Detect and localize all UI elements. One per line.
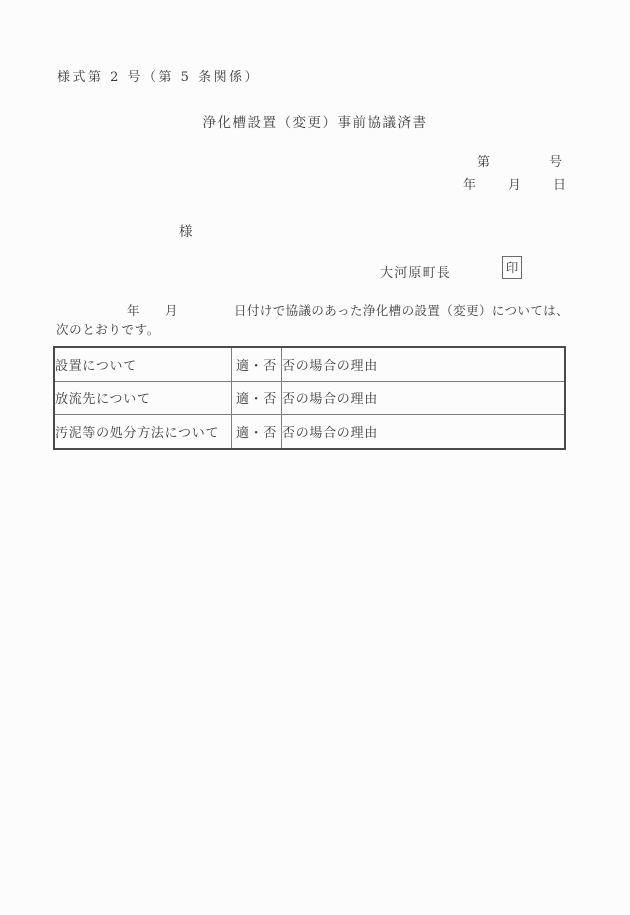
table-row xyxy=(54,381,565,414)
form-number-line: 様式第 2 号（第 5 条関係） xyxy=(57,70,261,85)
judgement-cell: 適・否 xyxy=(232,381,282,414)
reason-cell: 否の場合の理由 xyxy=(282,415,566,449)
body-line-1-text: 日付けで協議のあった浄化槽の設置（変更）については、 xyxy=(234,303,570,318)
judgement-cell: 適・否 xyxy=(232,415,282,449)
judgement-cell: 適・否 xyxy=(232,347,282,381)
addressee-honorific: 様 xyxy=(179,224,193,240)
date-month-label: 月 xyxy=(508,178,522,193)
date-year-label: 年 xyxy=(463,178,477,193)
doc-number-suffix: 号 xyxy=(549,155,563,170)
document-title: 浄化槽設置（変更）事前協議済書 xyxy=(202,115,428,131)
document-number-line xyxy=(0,151,630,169)
item-cell: 放流先について xyxy=(54,381,232,414)
body-month-label: 月 xyxy=(165,303,178,318)
body-line-2: 次のとおりです。 xyxy=(56,322,160,337)
doc-number-prefix: 第 xyxy=(477,155,491,170)
reason-cell: 否の場合の理由 xyxy=(282,347,566,381)
table-row xyxy=(54,347,565,381)
seal-mark: 印 xyxy=(502,256,522,279)
body-line-1 xyxy=(0,301,630,319)
sender-title: 大河原町長 xyxy=(380,266,452,281)
item-cell: 汚泥等の処分方法について xyxy=(54,415,232,449)
table-row xyxy=(54,415,565,449)
consultation-result-table xyxy=(53,346,566,450)
document-date-line xyxy=(0,174,630,192)
reason-cell: 否の場合の理由 xyxy=(282,381,566,414)
body-year-label: 年 xyxy=(127,303,140,318)
date-day-label: 日 xyxy=(553,178,567,193)
item-cell: 設置について xyxy=(54,347,232,381)
